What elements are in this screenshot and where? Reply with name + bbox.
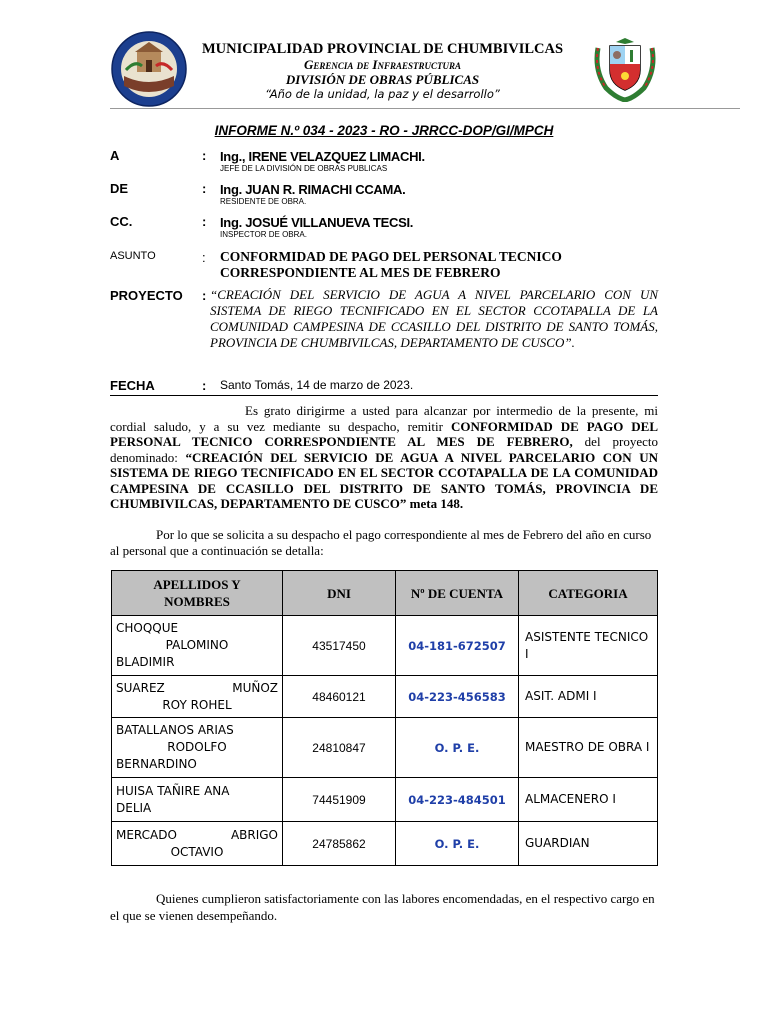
name-line — [116, 680, 278, 697]
cell-dni: 43517450 — [283, 616, 396, 676]
name-line: OCTAVIO — [170, 844, 224, 859]
body-mid: del proyecto denominado: — [110, 434, 658, 465]
name-line: RODOLFO — [167, 740, 227, 754]
field-proyecto-label: PROYECTO — [110, 288, 183, 303]
gerencia-name: Gerencia de Infraestructura — [304, 57, 461, 72]
cell-account: O. P. E. — [396, 718, 519, 778]
cell-category: ALMACENERO I — [519, 778, 658, 822]
field-cc-label: CC. — [110, 214, 133, 229]
field-cc-role: INSPECTOR DE OBRA. — [220, 230, 307, 239]
cell-name — [112, 616, 283, 676]
header-apellidos: APELLIDOS Y NOMBRES — [112, 571, 283, 616]
cell-account: O. P. E. — [396, 822, 519, 866]
name-line: BATALLANOS ARIAS — [116, 723, 234, 737]
name-line — [116, 827, 278, 844]
closing-paragraph — [110, 890, 658, 924]
cell-category: MAESTRO DE OBRA I — [519, 718, 658, 778]
field-de-name: Ing. JUAN R. RIMACHI CCAMA. — [220, 182, 406, 197]
field-fecha-value: Santo Tomás, 14 de marzo de 2023. — [220, 378, 414, 392]
cell-dni: 24810847 — [283, 718, 396, 778]
name-line: ROY ROHEL — [162, 697, 232, 712]
field-asunto-value: CONFORMIDAD DE PAGO DEL PERSONAL TECNICO CORRESPONDIENTE AL MES DE FEBRERO — [220, 249, 562, 280]
table-row — [112, 676, 658, 718]
name-line: HUISA TAÑIRE ANA — [116, 783, 230, 798]
name-line: DELIA — [116, 800, 152, 815]
body-project-bold: “CREACIÓN DEL SERVICIO DE AGUA A NIVEL PARCELARIO CON UN SISTEMA DE RIEGO TECNIFICADO EN EL SECTOR CCOTAPALLA DE LA COMUNIDAD CAMPESINA DE CCASILLO DEL DISTRITO DE SANTO TOMÁS, PROVINCIA DE CHUMBIVILCAS, DEPARTAMENTO DE CUSCO” meta 148. — [110, 449, 659, 511]
report-title: INFORME N.º 034 - 2023 - RO - JRRCC-DOP/GI/MPCH — [214, 123, 554, 138]
colon: : — [202, 181, 207, 196]
table-row — [112, 822, 658, 866]
field-a-name: Ing., IRENE VELAZQUEZ LIMACHI. — [220, 149, 425, 164]
body-subject-bold: CONFORMIDAD DE PAGO DEL PERSONAL TECNICO CORRESPONDIENTE AL MES DE FEBRERO, — [110, 418, 659, 449]
colon: : — [202, 214, 207, 229]
field-cc-name: Ing. JOSUÉ VILLANUEVA TECSI. — [220, 215, 414, 230]
header-cuenta: Nº DE CUENTA — [396, 571, 519, 616]
name-part: MUÑOZ — [232, 680, 278, 695]
colon: : — [202, 250, 206, 265]
name-line: BERNARDINO — [116, 757, 197, 771]
closing-text: Quienes cumplieron satisfactoriamente con las labores encomendadas, en el respectivo cargo en el que se vienen desempeñando. — [110, 891, 655, 923]
year-motto: “Año de la unidad, la paz y el desarrollo” — [265, 87, 500, 101]
peru-coat-of-arms — [592, 36, 658, 102]
cell-name — [112, 778, 283, 822]
header-divider — [110, 108, 740, 109]
body-paragraph-2 — [110, 527, 658, 559]
table-row — [112, 778, 658, 822]
cell-name — [112, 718, 283, 778]
table-header-row — [112, 571, 658, 616]
field-a-label: A — [110, 148, 120, 163]
cell-account: 04-181-672507 — [396, 616, 519, 676]
municipality-name: MUNICIPALIDAD PROVINCIAL DE CHUMBIVILCAS — [201, 41, 564, 57]
header-dni: DNI — [283, 571, 396, 616]
colon: : — [202, 378, 207, 393]
name-part: ABRIGO — [230, 827, 278, 842]
cell-dni: 48460121 — [283, 676, 396, 718]
name-part: MERCADO — [116, 827, 177, 842]
cell-category: ASIT. ADMI I — [519, 676, 658, 718]
name-line: CHOQQUE — [116, 621, 179, 635]
body-intro: Es grato dirigirme a usted para alcanzar por intermedio de la presente, mi cordial saludo, y a su vez mediante su despacho, remitir — [110, 403, 658, 434]
header-categoria: CATEGORIA — [519, 571, 658, 616]
field-asunto-label: ASUNTO — [110, 250, 156, 262]
field-de-role: RESIDENTE DE OBRA. — [220, 197, 307, 206]
cell-category: GUARDIAN — [519, 822, 658, 866]
field-de-label: DE — [110, 181, 129, 196]
cell-name — [112, 676, 283, 718]
table-row — [112, 616, 658, 676]
name-line: BLADIMIR — [116, 655, 175, 669]
field-proyecto-value: “CREACIÓN DEL SERVICIO DE AGUA A NIVEL PARCELARIO CON UN SISTEMA DE RIEGO TECNIFICADO EN EL SECTOR CCOTAPALLA DE LA COMUNIDAD CAMPESINA DE CCASILLO DEL DISTRITO DE SANTO TOMÁS, PROVINCIA DE CHUMBIVILCAS, DEPARTAMENTO DE CUSCO”. — [210, 287, 658, 350]
colon: : — [202, 288, 207, 303]
field-fecha-label: FECHA — [110, 378, 155, 393]
table-row — [112, 718, 658, 778]
name-part: SUAREZ — [116, 680, 165, 695]
cell-account: 04-223-484501 — [396, 778, 519, 822]
fecha-divider — [110, 395, 658, 396]
cell-dni: 24785862 — [283, 822, 396, 866]
body-request-text: Por lo que se solicita a su despacho el pago correspondiente al mes de Febrero del año en curso al personal que a continuación se detalla: — [110, 527, 652, 558]
cell-dni: 74451909 — [283, 778, 396, 822]
field-a-role: JEFE DE LA DIVISIÓN DE OBRAS PUBLICAS — [220, 164, 388, 173]
name-line: PALOMINO — [165, 638, 229, 652]
cell-category: ASISTENTE TECNICO I — [519, 616, 658, 676]
personnel-table — [111, 570, 658, 866]
cell-name — [112, 822, 283, 866]
colon: : — [202, 148, 207, 163]
division-name: DIVISIÓN DE OBRAS PÚBLICAS — [285, 72, 480, 87]
body-paragraph-1 — [110, 403, 658, 512]
cell-account: 04-223-456583 — [396, 676, 519, 718]
